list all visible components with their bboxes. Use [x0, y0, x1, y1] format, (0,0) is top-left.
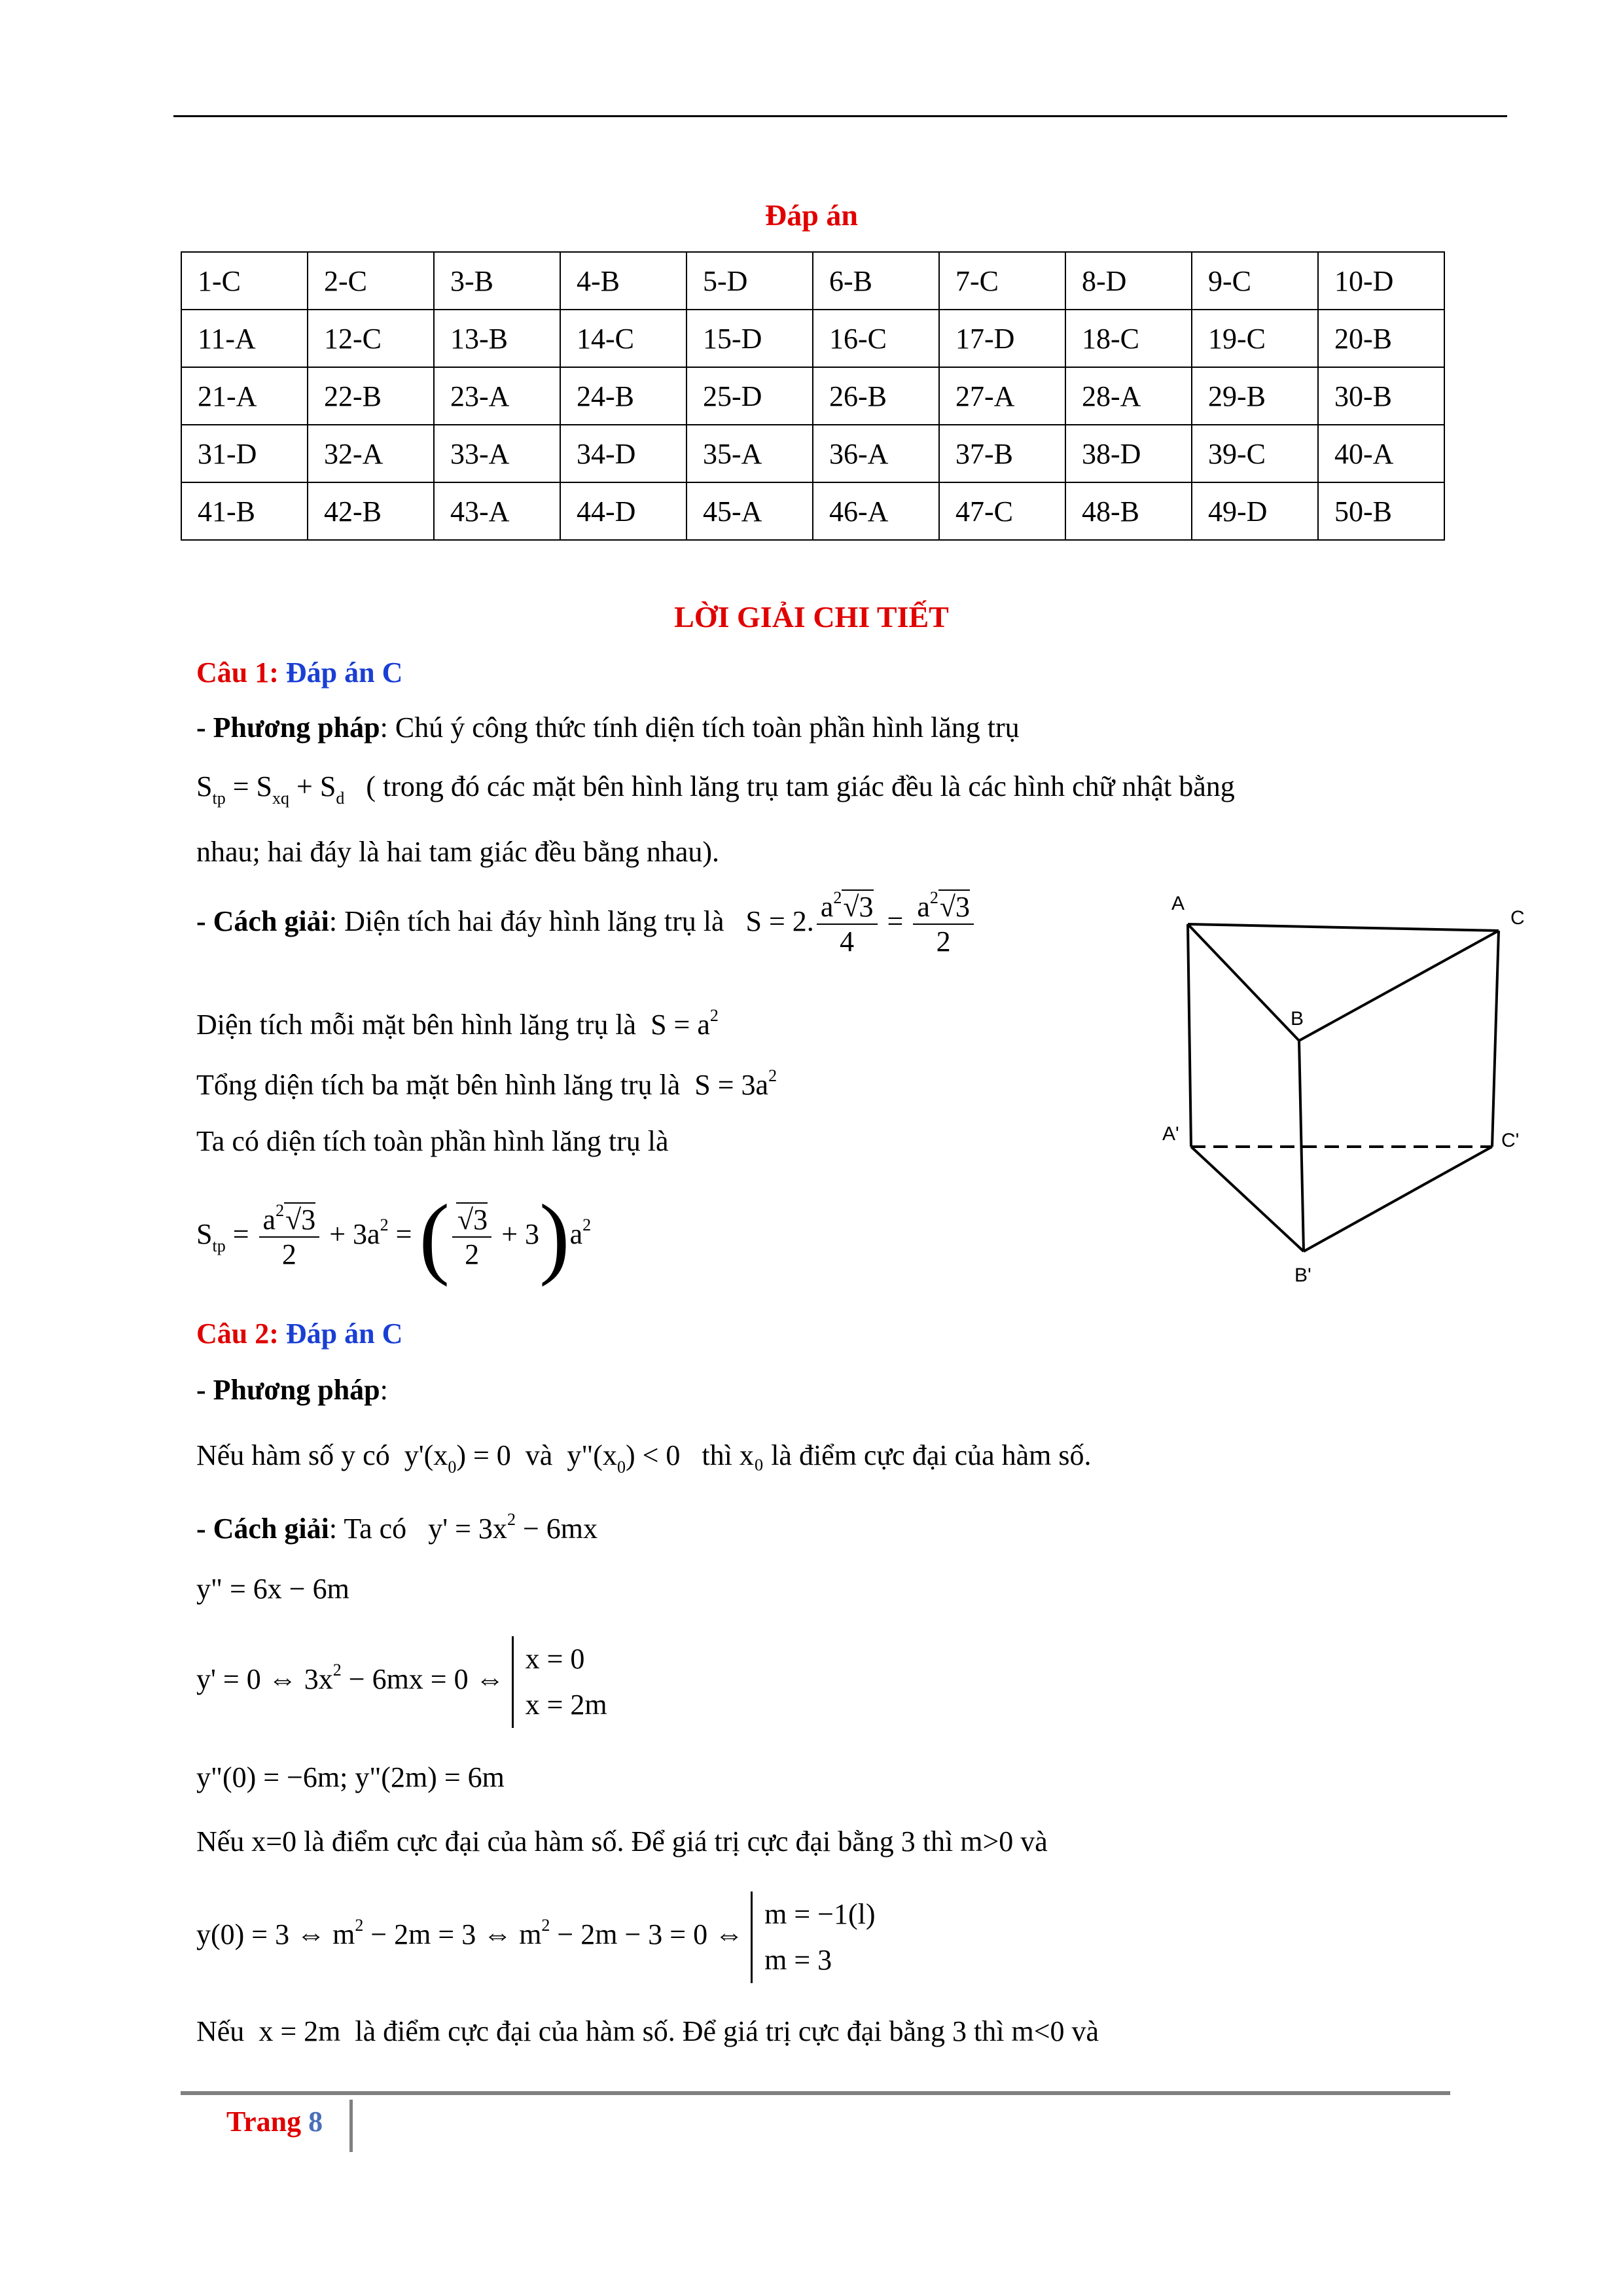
answer-cell: 10-D	[1318, 252, 1444, 310]
answer-cell: 4-B	[560, 252, 687, 310]
q1-formula-line: $S_{tp} = S_{xq} + S_d$ ( trong đó các mặt bên hình lăng trụ tam giác đều là các hình chữ nhật bằng	[196, 770, 1235, 808]
answer-cell: 9-C	[1192, 252, 1318, 310]
vertex-label: A	[1171, 893, 1185, 914]
q1-formula-note: nhau; hai đáy là hai tam giác đều bằng nhau).	[196, 836, 720, 868]
answer-cell: 39-C	[1192, 425, 1318, 482]
answer-cell: 6-B	[813, 252, 939, 310]
q2-condition: Nếu hàm số y có $y'(x_0) = 0$ và $y"(x_0) < 0$ thì x₀ là điểm cực đại của hàm số.	[196, 1439, 1092, 1477]
answer-cell: 7-C	[939, 252, 1065, 310]
vertex-label: A'	[1162, 1123, 1179, 1145]
answer-cell: 36-A	[813, 425, 939, 482]
q2-eq-roots: y' = 0 ⇔ $3x^2 - 6mx = 0$ ⇔ x = 0 x = 2m	[196, 1636, 607, 1728]
q2-solve-line: - Cách giải: Ta có $y' = 3x^2 - 6mx$	[196, 1510, 597, 1545]
answer-cell: 46-A	[813, 482, 939, 540]
answer-cell: 32-A	[308, 425, 434, 482]
answer-cell: 13-B	[434, 310, 560, 367]
q2-method: - Phương pháp:	[196, 1374, 388, 1406]
answer-cell: 8-D	[1065, 252, 1192, 310]
answer-cell: 30-B	[1318, 367, 1444, 425]
q1-total-line: Ta có diện tích toàn phần hình lăng trụ là	[196, 1125, 669, 1157]
answer-cell: 37-B	[939, 425, 1065, 482]
answer-row	[181, 310, 1444, 367]
answer-cell: 28-A	[1065, 367, 1192, 425]
answer-cell: 3-B	[434, 252, 560, 310]
answer-cell: 15-D	[687, 310, 813, 367]
vertex-label: B'	[1294, 1265, 1311, 1286]
answer-cell: 5-D	[687, 252, 813, 310]
answer-cell: 35-A	[687, 425, 813, 482]
q1-heading: Câu 1: Đáp án C	[196, 656, 403, 689]
answer-cell: 2-C	[308, 252, 434, 310]
bottom-rule	[181, 2091, 1450, 2095]
answer-row	[181, 367, 1444, 425]
answer-cell: 21-A	[181, 367, 308, 425]
answer-cell: 23-A	[434, 367, 560, 425]
q1-total-side-area: Tổng diện tích ba mặt bên hình lăng trụ là $S = 3a^2$	[196, 1066, 777, 1101]
answer-cell: 42-B	[308, 482, 434, 540]
answer-cell: 26-B	[813, 367, 939, 425]
answer-cell: 1-C	[181, 252, 308, 310]
formula-base-area: S = 2. $\frac{a^2√3}{4}$ = $\frac{a^2√3}{2}$	[746, 905, 977, 937]
q2-eq-values: y"(0) = −6m; y"(2m) = 6m	[196, 1761, 505, 1793]
formula-stp: $S_{tp} = S_{xq} + S_d$	[196, 770, 345, 808]
q2-case1: Nếu x=0 là điểm cực đại của hàm số. Để giá trị cực đại bằng 3 thì m>0 và	[196, 1825, 1048, 1857]
vertex-label: C'	[1501, 1130, 1520, 1151]
answer-cell: 33-A	[434, 425, 560, 482]
answer-cell: 38-D	[1065, 425, 1192, 482]
answer-cell: 48-B	[1065, 482, 1192, 540]
prism-figure	[1152, 877, 1544, 1296]
solution-title: LỜI GIẢI CHI TIẾT	[674, 600, 949, 634]
footer-bar	[349, 2100, 353, 2152]
answer-cell: 11-A	[181, 310, 308, 367]
answer-cell: 20-B	[1318, 310, 1444, 367]
answer-cell: 45-A	[687, 482, 813, 540]
answer-cell: 22-B	[308, 367, 434, 425]
q1-side-area: Diện tích mỗi mặt bên hình lăng trụ là $S = a^2$	[196, 1006, 719, 1041]
answer-cell: 24-B	[560, 367, 687, 425]
answer-row	[181, 252, 1444, 310]
answer-cell: 50-B	[1318, 482, 1444, 540]
q2-case2: Nếu x = 2m là điểm cực đại của hàm số. Để giá trị cực đại bằng 3 thì m<0 và	[196, 2015, 1099, 2047]
answer-cell: 18-C	[1065, 310, 1192, 367]
formula-total-area: $S_{tp}$ = $\frac{a^2√3}{2}$ + $3a^2$ = ( $\frac{√3}{2}$ + $3)a^2$	[196, 1186, 592, 1287]
answer-title: Đáp án	[765, 198, 858, 232]
q1-solve-line: - Cách giải: Diện tích hai đáy hình lăng trụ là S = 2. $\frac{a^2√3}{4}$ = $\frac{a^2√3}{2}$	[196, 890, 976, 958]
answer-row	[181, 482, 1444, 540]
answer-cell: 17-D	[939, 310, 1065, 367]
answer-cell: 16-C	[813, 310, 939, 367]
answer-cell: 27-A	[939, 367, 1065, 425]
answer-cell: 25-D	[687, 367, 813, 425]
answer-cell: 14-C	[560, 310, 687, 367]
answer-cell: 44-D	[560, 482, 687, 540]
answer-cell: 19-C	[1192, 310, 1318, 367]
vertex-label: B	[1291, 1008, 1304, 1030]
answer-cell: 34-D	[560, 425, 687, 482]
answer-row	[181, 425, 1444, 482]
answer-cell: 49-D	[1192, 482, 1318, 540]
top-rule	[173, 115, 1507, 117]
answer-cell: 47-C	[939, 482, 1065, 540]
answer-cell: 40-A	[1318, 425, 1444, 482]
page-number: Trang 8	[226, 2106, 323, 2138]
q2-eq-second-derivative: y" = 6x − 6m	[196, 1573, 349, 1605]
q2-eq-case1: y(0) = 3 ⇔ $m^2 - 2m = 3$ ⇔ $m^2 - 2m - 3 = 0$ ⇔ m = −1(l) m = 3	[196, 1892, 875, 1983]
answer-cell: 12-C	[308, 310, 434, 367]
q2-heading: Câu 2: Đáp án C	[196, 1318, 403, 1350]
answer-cell: 41-B	[181, 482, 308, 540]
answer-table	[181, 251, 1445, 541]
q1-method: - Phương pháp: Chú ý công thức tính diện tích toàn phần hình lăng trụ	[196, 711, 1020, 744]
answer-cell: 29-B	[1192, 367, 1318, 425]
vertex-label: C	[1510, 907, 1525, 929]
answer-cell: 43-A	[434, 482, 560, 540]
answer-cell: 31-D	[181, 425, 308, 482]
